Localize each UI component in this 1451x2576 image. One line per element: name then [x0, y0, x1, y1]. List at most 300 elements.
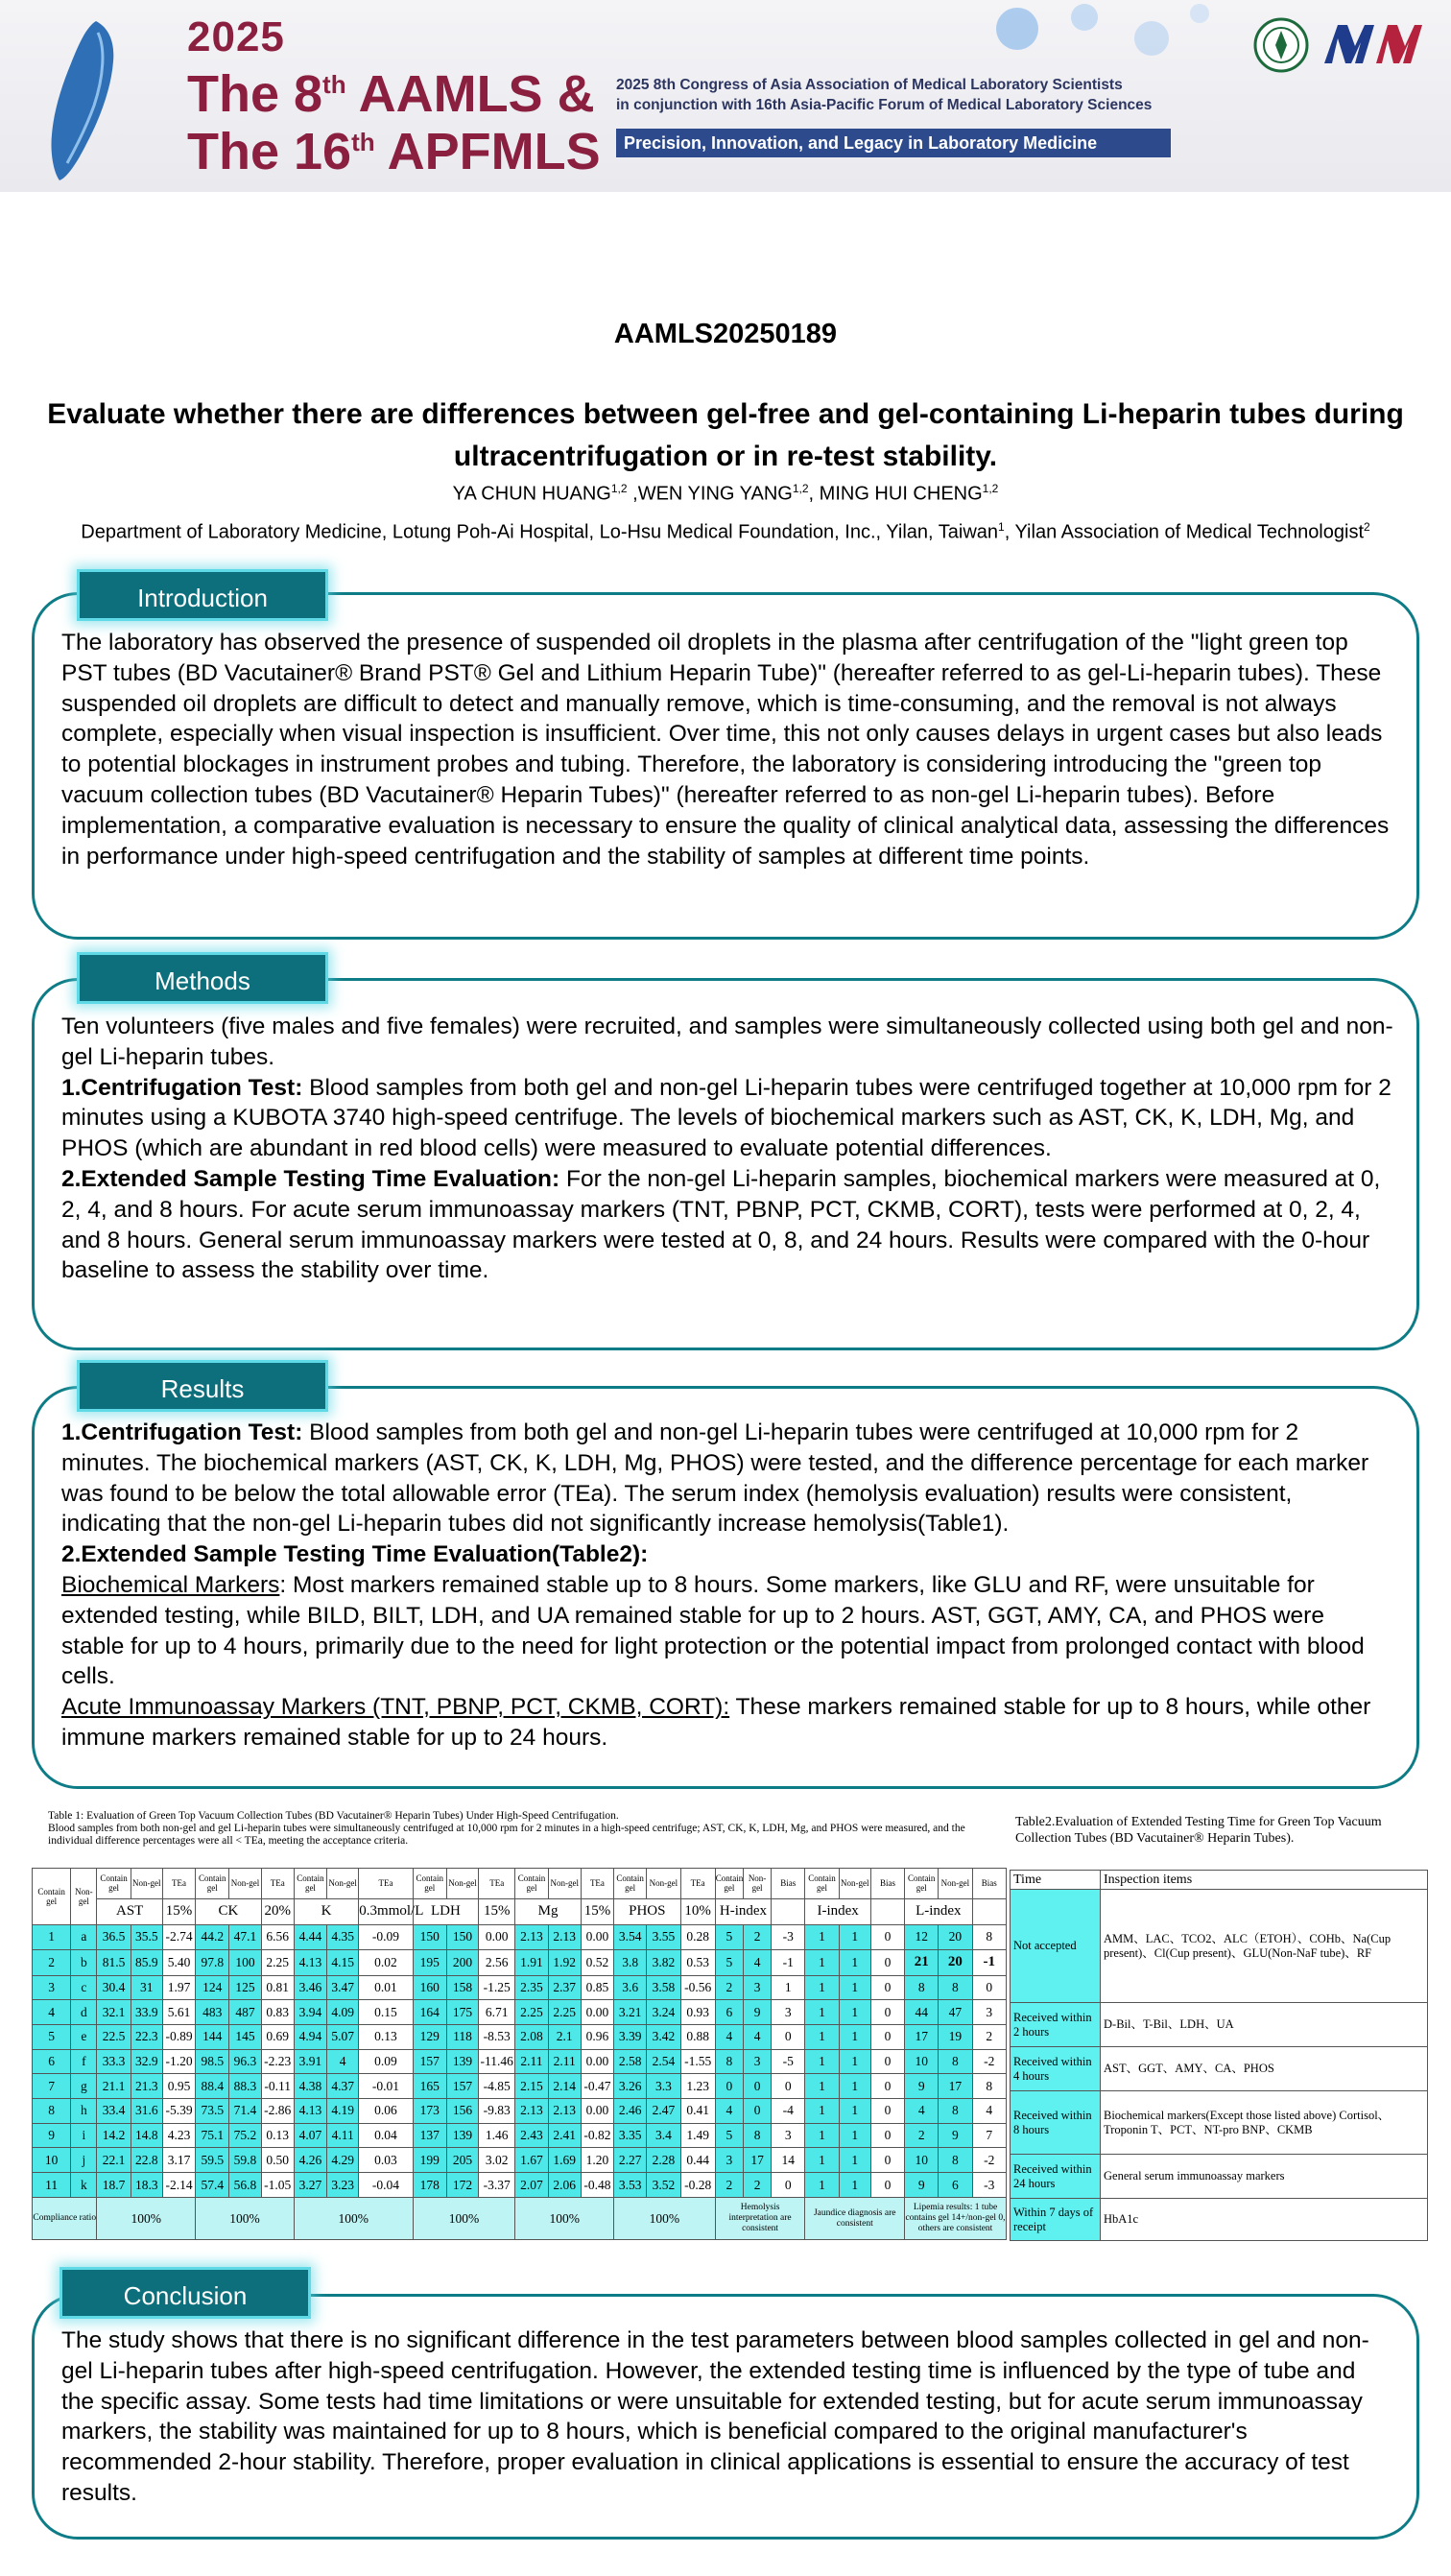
- table1-cell: 0.00: [581, 2049, 613, 2074]
- table1-cell: 3.42: [647, 2025, 680, 2050]
- table1-cell: 0: [772, 2074, 805, 2099]
- table1-cell: -2.74: [162, 1924, 195, 1949]
- table1-cell: 22.5: [97, 2025, 131, 2050]
- table1-cell: 47.1: [229, 1924, 261, 1949]
- table1-cell: 0: [772, 2173, 805, 2198]
- table1-cell: 5.40: [162, 1949, 195, 1975]
- table1-cell: 2.11: [548, 2049, 581, 2074]
- table1-header-cell: Bias: [870, 1869, 904, 1899]
- table1-cell: 2.28: [647, 2148, 680, 2173]
- table1-cell: 4.11: [327, 2123, 359, 2148]
- table1-cell: 12: [905, 1924, 939, 1949]
- table1-cell: 0.93: [680, 2000, 715, 2025]
- table1-cell: 4.35: [327, 1924, 359, 1949]
- table1-tea-value: 15%: [162, 1898, 195, 1924]
- table1-row: [33, 2049, 1007, 2074]
- table1-cell: 4.38: [294, 2074, 326, 2099]
- table1-cell: 2.58: [614, 2049, 647, 2074]
- table1-cell: 0.85: [581, 1975, 613, 2000]
- table1-cell: -2.23: [261, 2049, 294, 2074]
- table1-cell: 21: [905, 1949, 939, 1975]
- table1-cell: 88.4: [196, 2074, 229, 2099]
- table2-items-cell: General serum immunoassay markers: [1101, 2155, 1428, 2199]
- table1-cell: 1: [839, 2074, 870, 2099]
- table1-cell: 124: [196, 1975, 229, 2000]
- table1-cell: 5: [715, 1924, 743, 1949]
- table1-cell: 2.46: [614, 2099, 647, 2124]
- table1-cell: 160: [413, 1975, 446, 2000]
- table1-cell: 1.97: [162, 1975, 195, 2000]
- table1-cell: 1: [805, 1924, 839, 1949]
- table1-cell: 2.54: [647, 2049, 680, 2074]
- table1-cell: 97.8: [196, 1949, 229, 1975]
- table2-header-items: Inspection items: [1101, 1871, 1428, 1890]
- table1-cell: 1: [805, 2123, 839, 2148]
- table1-cell: 5: [715, 2123, 743, 2148]
- table1-jaundice-note: Jaundice diagnosis are consistent: [805, 2198, 905, 2240]
- introduction-text: The laboratory has observed the presence of suspended oil droplets in the plasma after centrifugation of the "light green top PST tubes (BD Vacutainer® Brand PST® Gel and Lithium Heparin Tube)" (hereafter referred to as gel-Li-heparin tubes). These suspended oil droplets are difficult to detect and manually remove, which is time-consuming, and the removal is not always complete, especially when visual inspection is insufficient. Over time, this not only causes delays in urgent cases but also leads to potential blockages in instrument probes and tubing. Therefore, the laboratory is considering introducing the "green top vacuum collection tubes (BD Vacutainer® Heparin Tubes)" (hereafter referred to as non-gel Li-heparin tubes). Before implementation, a comparative evaluation is necessary to ensure the quality of clinical analytical data, assessing the differences in performance under high-speed centrifugation and the stability of samples at different time points.: [61, 630, 1390, 870]
- table1-cell: h: [71, 2099, 97, 2124]
- table1-cell: 118: [446, 2025, 478, 2050]
- table1-analyte-name: K: [294, 1898, 358, 1924]
- table1-cell: 2.07: [515, 2173, 548, 2198]
- table1-cell: 75.1: [196, 2123, 229, 2148]
- table1-row: [33, 2074, 1007, 2099]
- table1-cell: 1: [805, 2000, 839, 2025]
- table1-cell: 8: [905, 1975, 939, 2000]
- table1-cell: 2.41: [548, 2123, 581, 2148]
- table1-cell: 9: [905, 2074, 939, 2099]
- table1-cell: 125: [229, 1975, 261, 2000]
- table1-cell: 4.13: [294, 2099, 326, 2124]
- table1-cell: 4.09: [327, 2000, 359, 2025]
- table1-cell: 1: [805, 2148, 839, 2173]
- results-immunoassay: Acute Immunoassay Markers (TNT, PBNP, PCT, CKMB, CORT): These markers remained stable for up to 8 hours, while other immune markers remained stable for up to 24 hours.: [61, 1694, 1371, 1751]
- table1-cell: 150: [446, 1924, 478, 1949]
- table1-cell: -0.11: [261, 2074, 294, 2099]
- table1-analyte-row: [33, 1898, 1007, 1924]
- table1-header-cell: Non-gel: [548, 1869, 581, 1899]
- table1-cell: 3.26: [614, 2074, 647, 2099]
- table1-cell: 11: [33, 2173, 71, 2198]
- table1-header-cell: Bias: [972, 1869, 1006, 1899]
- table1-header-cell: Contain gel: [614, 1869, 647, 1899]
- introduction-section: [32, 592, 1419, 940]
- table1-cell: 2.25: [548, 2000, 581, 2025]
- table1-cell: 4: [743, 2025, 771, 2050]
- table1-cell: 1: [839, 2173, 870, 2198]
- conference-slogan: Precision, Innovation, and Legacy in Laboratory Medicine: [616, 129, 1171, 157]
- table1-cell: 7: [33, 2074, 71, 2099]
- table1-cell: 31: [131, 1975, 162, 2000]
- table2-time-cell: Received within 4 hours: [1011, 2047, 1101, 2091]
- table1-analyte-name: PHOS: [614, 1898, 680, 1924]
- table1-cell: -5: [772, 2049, 805, 2074]
- table1-cell: 3.4: [647, 2123, 680, 2148]
- table1-cell: -0.47: [581, 2074, 613, 2099]
- table1-cell: 195: [413, 1949, 446, 1975]
- table1-row: [33, 2025, 1007, 2050]
- table2-time-cell: Within 7 days of receipt: [1011, 2199, 1101, 2241]
- table1-cell: 1: [839, 2148, 870, 2173]
- table1-compliance-value: 100%: [413, 2198, 515, 2240]
- table1-cell: 2: [33, 1949, 71, 1975]
- table1-cell: 2.35: [515, 1975, 548, 2000]
- introduction-heading: Introduction: [77, 569, 328, 621]
- table1-cell: 3.17: [162, 2148, 195, 2173]
- table1-caption: Table 1: Evaluation of Green Top Vacuum Collection Tubes (BD Vacutainer® Heparin Tubes) Under High-Speed Centrifugation. Blood samples from both non-gel and gel Li-heparin tubes were simultaneously centrifuged at 10,000 rpm for 2 minutes in a high-speed centrifuge; AST, CK, K, LDH, Mg, and PHOS were measured, and the individual difference percentages were all < TEa, meeting the acceptance criteria.: [48, 1810, 965, 1847]
- table1-cell: 7: [972, 2123, 1006, 2148]
- table1-cell: 3.39: [614, 2025, 647, 2050]
- table2-header-time: Time: [1011, 1871, 1101, 1890]
- methods-section: [32, 978, 1419, 1350]
- table1-cell: -1: [772, 1949, 805, 1975]
- table1-cell: 0: [972, 1975, 1006, 2000]
- table1-cell: 139: [446, 2049, 478, 2074]
- table1-cell: 0.96: [581, 2025, 613, 2050]
- table1-cell: 3.46: [294, 1975, 326, 2000]
- table1-row: [33, 2148, 1007, 2173]
- table2-row: [1011, 2091, 1428, 2155]
- table1-cell: 18.7: [97, 2173, 131, 2198]
- table1-cell: -11.46: [479, 2049, 515, 2074]
- table1-header-cell: Contain gel: [97, 1869, 131, 1899]
- table1-cell: 1: [839, 1924, 870, 1949]
- table1-cell: 3.21: [614, 2000, 647, 2025]
- table1-cell: 144: [196, 2025, 229, 2050]
- affiliations: Department of Laboratory Medicine, Lotung Poh-Ai Hospital, Lo-Hsu Medical Foundation, Inc., Yilan, Taiwan$^1$, Yilan Association of Medical Technologist$^2$: [81, 520, 1370, 543]
- banner-title-line-2: The 16th APFMLS: [187, 123, 601, 180]
- table1-cell: 205: [446, 2148, 478, 2173]
- abstract-id: AAMLS20250189: [613, 319, 838, 349]
- table1-header-cell: Non-gel: [647, 1869, 680, 1899]
- table1-cell: 8: [939, 2099, 972, 2124]
- table1-cell: 137: [413, 2123, 446, 2148]
- table1-cell: -0.28: [680, 2173, 715, 2198]
- table1-cell: 199: [413, 2148, 446, 2173]
- table1-cell: -1.25: [479, 1975, 515, 2000]
- table1-cell: 2.06: [548, 2173, 581, 2198]
- table1-cell: 1: [805, 2025, 839, 2050]
- table2-row: [1011, 2155, 1428, 2199]
- table1-cell: -3: [772, 1924, 805, 1949]
- banner-year: 2025: [187, 13, 285, 60]
- table1-cell: 0.28: [680, 1924, 715, 1949]
- table1-cell: 3: [715, 2148, 743, 2173]
- table1-cell: 0.15: [359, 2000, 413, 2025]
- table1-cell: 6: [939, 2173, 972, 2198]
- table1-analyte-name: CK: [196, 1898, 261, 1924]
- table1-cell: 3.6: [614, 1975, 647, 2000]
- table1-cell: 0.44: [680, 2148, 715, 2173]
- table1-cell: 1: [839, 2025, 870, 2050]
- table1-cell: -0.09: [359, 1924, 413, 1949]
- table1-cell: 4: [327, 2049, 359, 2074]
- conclusion-heading: Conclusion: [59, 2267, 311, 2319]
- table1-cell: 3: [972, 2000, 1006, 2025]
- table1-cell: 5.07: [327, 2025, 359, 2050]
- table1-cell: 175: [446, 2000, 478, 2025]
- table1-cell: -0.89: [162, 2025, 195, 2050]
- table1-cell: 4: [972, 2099, 1006, 2124]
- table1-cell: 4: [715, 2099, 743, 2124]
- table1-cell: 1: [805, 2099, 839, 2124]
- table1-cell: 3.24: [647, 2000, 680, 2025]
- table1: [32, 1868, 1007, 2240]
- table1-cell: 14: [772, 2148, 805, 2173]
- table1-cell: -1: [972, 1949, 1006, 1975]
- table1-cell: c: [71, 1975, 97, 2000]
- table1-cell: 0.95: [162, 2074, 195, 2099]
- table1-header-cell: Contain gel: [905, 1869, 939, 1899]
- table1-cell: 5.61: [162, 2000, 195, 2025]
- table1-cell: 0.00: [479, 1924, 515, 1949]
- results-extended-heading: 2.Extended Sample Testing Time Evaluation(Table2):: [61, 1541, 649, 1568]
- table1-cell: 8: [939, 1975, 972, 2000]
- table1-cell: 2.13: [515, 2099, 548, 2124]
- table1-cell: 0: [870, 2025, 904, 2050]
- table1-cell: 1.20: [581, 2148, 613, 2173]
- table1-cell: 2.15: [515, 2074, 548, 2099]
- table1-lipemia-note: Lipemia results: 1 tube contains gel 14+/non-gel 0, others are consistent: [905, 2198, 1007, 2240]
- table1-analyte-name: Mg: [515, 1898, 581, 1924]
- table1-cell: 2.1: [548, 2025, 581, 2050]
- table1-cell: 164: [413, 2000, 446, 2025]
- table1-header-cell: Non-gel: [131, 1869, 162, 1899]
- table1-cell: 1: [805, 2074, 839, 2099]
- table1-cell: 1.49: [680, 2123, 715, 2148]
- table1-cell: -1.05: [261, 2173, 294, 2198]
- table1-cell: 200: [446, 1949, 478, 1975]
- taiwan-map-icon: [38, 19, 134, 182]
- table1-row: [33, 1949, 1007, 1975]
- table1-cell: 3.23: [327, 2173, 359, 2198]
- table1-cell: 3.02: [479, 2148, 515, 2173]
- table1-cell: 8: [715, 2049, 743, 2074]
- table1-cell: 22.8: [131, 2148, 162, 2173]
- table1-cell: 85.9: [131, 1949, 162, 1975]
- table1-cell: 9: [743, 2000, 771, 2025]
- table1-cell: 1: [839, 1975, 870, 2000]
- table1-header-cell: Contain gel: [715, 1869, 743, 1899]
- table1-cell: 3.54: [614, 1924, 647, 1949]
- table1-cell: 2: [972, 2025, 1006, 2050]
- table1-cell: 10: [905, 2049, 939, 2074]
- table1-cell: 59.8: [229, 2148, 261, 2173]
- table1-cell: 33.9: [131, 2000, 162, 2025]
- table1-cell: 0.83: [261, 2000, 294, 2025]
- table1-index-name: H-index: [715, 1898, 771, 1924]
- table1-cell: 129: [413, 2025, 446, 2050]
- table1-cell: 2.14: [548, 2074, 581, 2099]
- table1-cell: -0.04: [359, 2173, 413, 2198]
- table1-cell: 4.26: [294, 2148, 326, 2173]
- table1-cell: 2: [715, 2173, 743, 2198]
- table2-time-cell: Received within 8 hours: [1011, 2091, 1101, 2155]
- table1-header-cell: Non-gel: [71, 1869, 97, 1925]
- table1-cell: 2: [715, 1975, 743, 2000]
- table1-cell: 0.01: [359, 1975, 413, 2000]
- aamls-logo-icon: [1320, 17, 1426, 71]
- table1-cell: 2.27: [614, 2148, 647, 2173]
- table1-cell: 0.06: [359, 2099, 413, 2124]
- table1-cell: 487: [229, 2000, 261, 2025]
- table1-cell: 3: [772, 2000, 805, 2025]
- results-centrifugation: 1.Centrifugation Test: Blood samples from both gel and non-gel Li-heparin tubes were centrifuged at 10,000 rpm for 2 minutes. The biochemical markers (AST, CK, K, LDH, Mg, PHOS) were tested, and the difference percentage for each marker was found to be below the total allowable error (TEa). The serum index (hemolysis evaluation) results were consistent, indicating that the non-gel Li-heparin tubes did not significantly increase hemolysis(Table1).: [61, 1419, 1369, 1538]
- table1-cell: 2.25: [261, 1949, 294, 1975]
- table1-cell: 2.43: [515, 2123, 548, 2148]
- table1-cell: 0.52: [581, 1949, 613, 1975]
- table1-cell: 2: [743, 1924, 771, 1949]
- table1-cell: 1.67: [515, 2148, 548, 2173]
- table1-cell: 35.5: [131, 1924, 162, 1949]
- table2-items-cell: HbA1c: [1101, 2199, 1428, 2241]
- table1-header-cell: TEa: [162, 1869, 195, 1899]
- table1-compliance-value: 100%: [97, 2198, 196, 2240]
- table1-cell: 22.1: [97, 2148, 131, 2173]
- table1-cell: 0: [870, 2074, 904, 2099]
- table1-cell: k: [71, 2173, 97, 2198]
- table1-cell: -1.20: [162, 2049, 195, 2074]
- table1-tea-value: 15%: [479, 1898, 515, 1924]
- table1-cell: 3.35: [614, 2123, 647, 2148]
- table1-cell: 14.2: [97, 2123, 131, 2148]
- table1-tea-value: 10%: [680, 1898, 715, 1924]
- table1-hemolysis-note: Hemolysis interpretation are consistent: [715, 2198, 805, 2240]
- table1-header-cell: TEa: [581, 1869, 613, 1899]
- association-seal-icon: [1253, 17, 1309, 73]
- table1-header-cell: Contain gel: [515, 1869, 548, 1899]
- table1-cell: 21.1: [97, 2074, 131, 2099]
- table1-cell: 17: [905, 2025, 939, 2050]
- table1-cell: 22.3: [131, 2025, 162, 2050]
- table1-cell: 0.88: [680, 2025, 715, 2050]
- table1-cell: 19: [939, 2025, 972, 2050]
- table1-cell: 75.2: [229, 2123, 261, 2148]
- table1-cell: 14.8: [131, 2123, 162, 2148]
- table1-cell: 1.69: [548, 2148, 581, 2173]
- poster-title: Evaluate whether there are differences between gel-free and gel-containing Li-heparin tubes during ultracentrifugation or in re-test stability.: [47, 398, 1404, 472]
- table1-cell: 0.50: [261, 2148, 294, 2173]
- table1-header-cell: Non-gel: [939, 1869, 972, 1899]
- table1-tea-value: 0.3mmol/L: [359, 1898, 413, 1924]
- table1-index-name: I-index: [805, 1898, 870, 1924]
- table1-cell: 56.8: [229, 2173, 261, 2198]
- table1-row: [33, 2173, 1007, 2198]
- table1-cell: 6.56: [261, 1924, 294, 1949]
- table1-cell: 20: [939, 1924, 972, 1949]
- table1-cell: 1: [33, 1924, 71, 1949]
- table1-compliance-value: 100%: [515, 2198, 614, 2240]
- table2-row: [1011, 2047, 1428, 2091]
- table1-cell: 96.3: [229, 2049, 261, 2074]
- table1-cell: 3.27: [294, 2173, 326, 2198]
- table1-cell: 8: [939, 2049, 972, 2074]
- table1-cell: 1.46: [479, 2123, 515, 2148]
- table1-cell: 71.4: [229, 2099, 261, 2124]
- table1-cell: 1: [805, 1975, 839, 2000]
- banner-title-line-1: The 8th AAMLS &: [187, 65, 595, 123]
- table1-cell: 1: [805, 1949, 839, 1975]
- table1-cell: 100: [229, 1949, 261, 1975]
- table2-items-cell: AST、GGT、AMY、CA、PHOS: [1101, 2047, 1428, 2091]
- table1-header-cell: Non-gel: [229, 1869, 261, 1899]
- table1-cell: 1.91: [515, 1949, 548, 1975]
- table1-cell: 3.52: [647, 2173, 680, 2198]
- table1-cell: 4: [905, 2099, 939, 2124]
- table1-cell: a: [71, 1924, 97, 1949]
- table1-row: [33, 2123, 1007, 2148]
- table1-cell: 8: [972, 2074, 1006, 2099]
- table1-cell: f: [71, 2049, 97, 2074]
- table1-cell: 1.92: [548, 1949, 581, 1975]
- table1-cell: 0: [870, 2173, 904, 2198]
- table1-cell: -0.82: [581, 2123, 613, 2148]
- table1-cell: 0: [772, 2025, 805, 2050]
- table1-cell: 2.47: [647, 2099, 680, 2124]
- table2-items-cell: D-Bil、T-Bil、LDH、UA: [1101, 2003, 1428, 2047]
- table1-cell: 81.5: [97, 1949, 131, 1975]
- table1-cell: d: [71, 2000, 97, 2025]
- table1-cell: 4: [715, 2025, 743, 2050]
- table1-compliance-value: 100%: [294, 2198, 413, 2240]
- table1-cell: -2.14: [162, 2173, 195, 2198]
- table1-cell: 145: [229, 2025, 261, 2050]
- table1-cell: -3.37: [479, 2173, 515, 2198]
- table1-compliance-value: 100%: [614, 2198, 716, 2240]
- table2-time-cell: Received within 2 hours: [1011, 2003, 1101, 2047]
- table1-cell: 4.23: [162, 2123, 195, 2148]
- table1-cell: 4: [743, 1949, 771, 1975]
- table1-cell: 165: [413, 2074, 446, 2099]
- table1-cell: 9: [939, 2123, 972, 2148]
- table1-cell: 18.3: [131, 2173, 162, 2198]
- table1-header-cell: TEa: [479, 1869, 515, 1899]
- table2: [1010, 1870, 1428, 2241]
- table1-cell: 57.4: [196, 2173, 229, 2198]
- table1-index-name: L-index: [905, 1898, 972, 1924]
- table1-cell: 172: [446, 2173, 478, 2198]
- methods-text: [61, 1012, 1393, 1286]
- table1-cell: -9.83: [479, 2099, 515, 2124]
- table1-cell: 6: [715, 2000, 743, 2025]
- table1-cell: 3.58: [647, 1975, 680, 2000]
- table1-cell: 1: [839, 1949, 870, 1975]
- table1-cell: 3: [33, 1975, 71, 2000]
- table1-cell: 0: [870, 2148, 904, 2173]
- results-text: [61, 1418, 1393, 1753]
- table1-cell: 4.94: [294, 2025, 326, 2050]
- table1-cell: 1: [839, 2123, 870, 2148]
- table1-cell: 158: [446, 1975, 478, 2000]
- table1-header-cell: Non-gel: [446, 1869, 478, 1899]
- table1-header-cell: TEa: [359, 1869, 413, 1899]
- table1-cell: 0: [870, 1924, 904, 1949]
- conclusion-text: The study shows that there is no significant difference in the test parameters between blood samples collected in gel and non-gel Li-heparin tubes after high-speed centrifugation. However, the extended testing time is influenced by the type of tube and the specific assay. Some tests had time limitations or were unsuitable for extended testing, but for acute serum immunoassay markers, the stability was maintained for up to 8 hours, which is beneficial compared to the original manufacturer's recommended 2-hour stability. Therefore, proper evaluation in clinical applications is essential to ensure the accuracy of test results.: [61, 2327, 1369, 2506]
- table1-cell: 0: [743, 2074, 771, 2099]
- table1-cell: -3: [972, 2173, 1006, 2198]
- table1-index-blank: [772, 1898, 805, 1924]
- table1-cell: -2.86: [261, 2099, 294, 2124]
- table2-row: [1011, 2003, 1428, 2047]
- table1-header-cell: Non-gel: [743, 1869, 771, 1899]
- table1-cell: 32.1: [97, 2000, 131, 2025]
- table2-row: [1011, 2199, 1428, 2241]
- table1-cell: 157: [446, 2074, 478, 2099]
- table1-cell: 10: [33, 2148, 71, 2173]
- table1-cell: 0: [870, 2099, 904, 2124]
- author-list: YA CHUN HUANG$^{1,2}$ ,WEN YING YANG$^{1,2}$, MING HUI CHENG$^{1,2}$: [452, 482, 999, 505]
